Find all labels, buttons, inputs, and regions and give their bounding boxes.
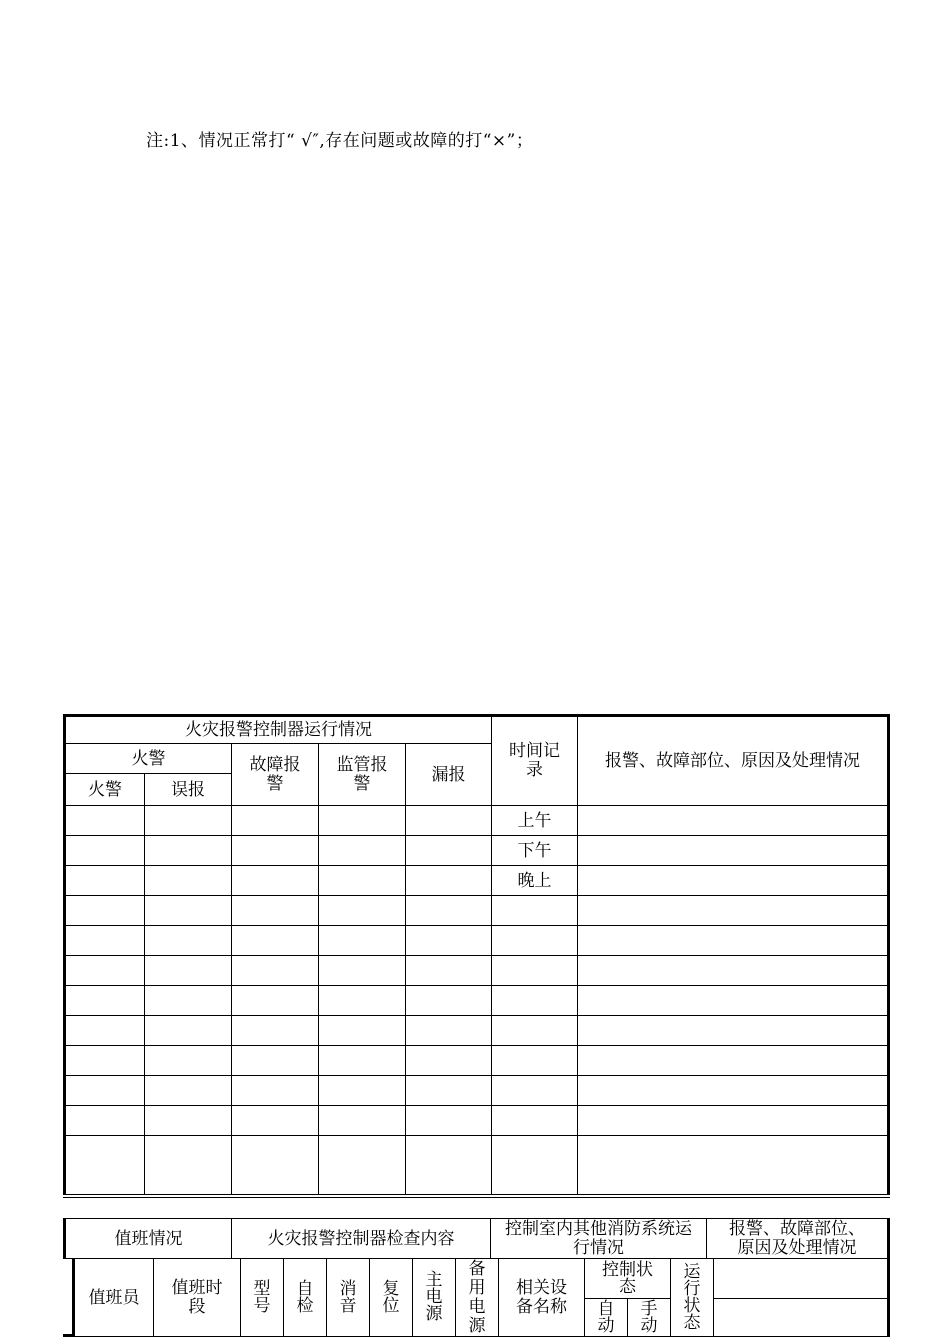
header-detail: 报警、故障部位、原因及处理情况 (578, 716, 889, 806)
header-leak-report: 漏报 (406, 744, 492, 806)
time-cell (492, 1076, 578, 1106)
header-fault-alarm: 故障报警 (232, 744, 319, 806)
duty-detail-table (72, 1258, 890, 1337)
fire-alarm-controller-table (63, 714, 890, 1198)
time-cell (492, 986, 578, 1016)
header-backup-power: 备用电源 (456, 1259, 499, 1337)
header-other-systems: 控制室内其他消防系统运行情况 (491, 1219, 707, 1259)
header-false-alarm: 误报 (145, 774, 232, 806)
time-cell (492, 896, 578, 926)
header-mute: 消音 (327, 1259, 370, 1337)
table-row (65, 956, 889, 986)
header-control-state: 控制状态 (585, 1259, 671, 1299)
note-text: 注:1、情况正常打“ √″,存在问题或故障的打“×”； (146, 131, 534, 151)
header-controller-status: 火灾报警控制器运行情况 (65, 716, 492, 744)
table-row (65, 866, 889, 896)
header-main-power: 主电源 (413, 1259, 456, 1337)
header-fire: 火警 (65, 774, 145, 806)
time-cell: 下午 (492, 836, 578, 866)
duty-summary-header (63, 1218, 890, 1259)
time-cell (492, 956, 578, 986)
header-duty: 值班情况 (65, 1219, 232, 1259)
header-check-content: 火灾报警控制器检查内容 (232, 1219, 491, 1259)
table-row (65, 1136, 889, 1196)
header-selfcheck: 自检 (284, 1259, 327, 1337)
header-staff: 值班员 (74, 1259, 154, 1337)
time-cell: 晚上 (492, 866, 578, 896)
table-row (65, 836, 889, 866)
table-row (65, 1016, 889, 1046)
corner-mark (63, 1334, 73, 1337)
time-cell (492, 1016, 578, 1046)
header-model: 型号 (241, 1259, 284, 1337)
table-row (65, 986, 889, 1016)
header-run-state: 运行状态 (671, 1259, 714, 1337)
table-row (65, 1076, 889, 1106)
table-row (65, 806, 889, 836)
table-row (65, 1106, 889, 1136)
time-cell (492, 1136, 578, 1196)
header-detail-2: 报警、故障部位、原因及处理情况 (707, 1219, 889, 1259)
detail-cell (714, 1259, 889, 1299)
header-auto: 自动 (585, 1299, 628, 1337)
table-row (65, 1046, 889, 1076)
time-cell (492, 1046, 578, 1076)
detail-cell (714, 1299, 889, 1337)
table-row (65, 896, 889, 926)
time-cell (492, 926, 578, 956)
table-row (65, 926, 889, 956)
header-period: 值班时段 (154, 1259, 241, 1337)
header-time-record: 时间记录 (492, 716, 578, 806)
time-cell (492, 1106, 578, 1136)
header-manual: 手动 (628, 1299, 671, 1337)
time-cell: 上午 (492, 806, 578, 836)
header-fire-group: 火警 (65, 744, 232, 774)
header-reset: 复位 (370, 1259, 413, 1337)
header-device-name: 相关设备名称 (499, 1259, 585, 1337)
header-supervise-alarm: 监管报警 (319, 744, 406, 806)
